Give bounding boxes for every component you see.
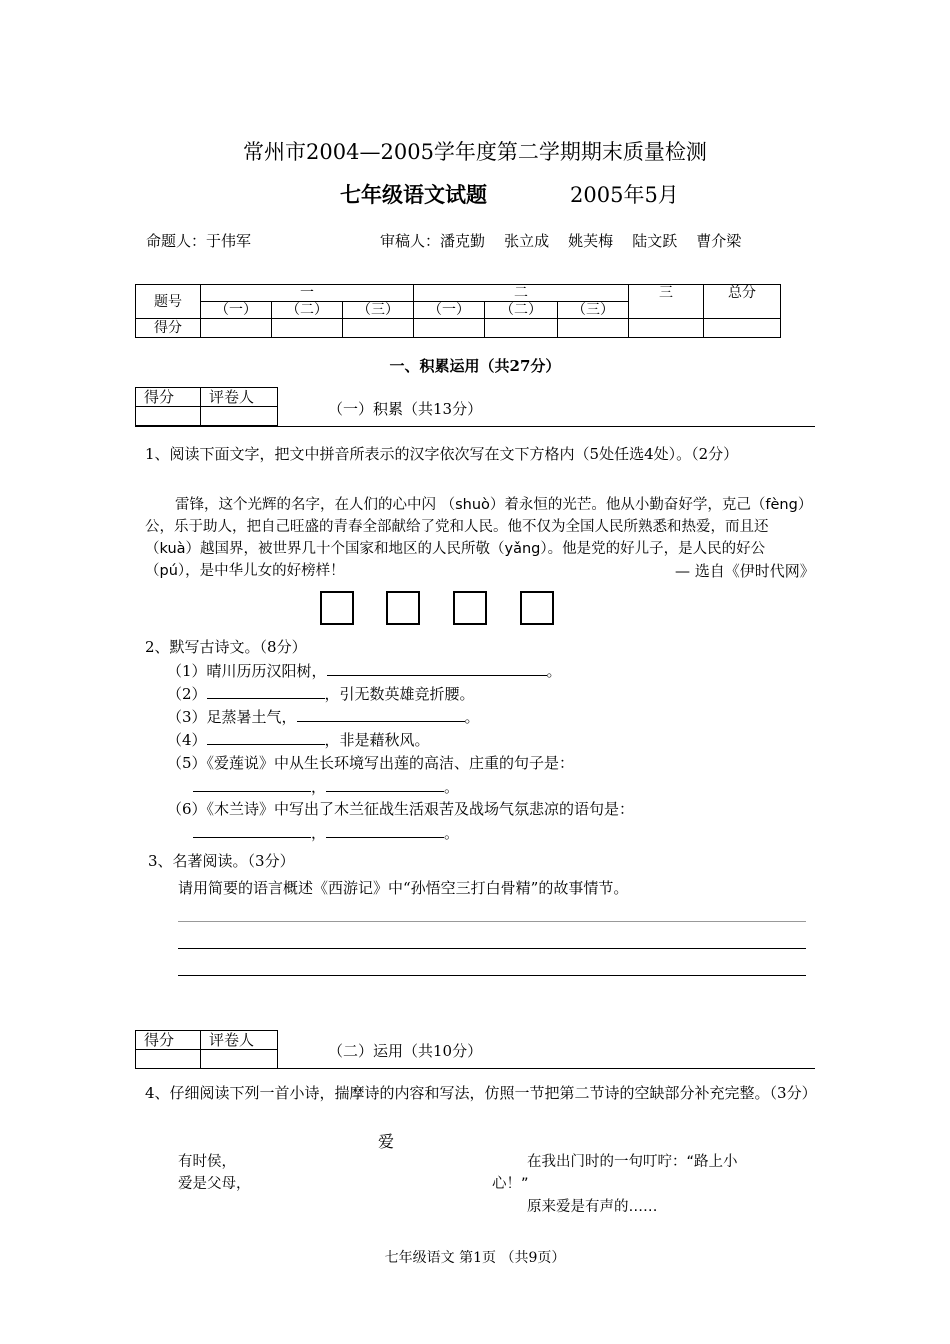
q2-line-2-text: ，引无数英雄竞折腰。 [324,685,475,703]
sub-header: （三） [343,302,414,319]
q2-line-4 [167,729,430,751]
grader-person-label: 评卷人 [201,1031,278,1050]
grader-person-cell[interactable] [201,1050,278,1069]
reviewers: 审稿人：潘克勤 张立成 姚芙梅 陆文跃 曹介梁 [380,232,742,250]
part-one-header: 一 [201,285,414,302]
answer-blank[interactable] [193,823,311,838]
question-3-prompt: 3、名著阅读。（3分） [148,852,295,870]
grader-score-label: 得分 [136,1031,201,1050]
answer-blank[interactable] [207,730,325,745]
question-2-prompt: 2、默写古诗文。（8分） [145,638,307,656]
sub-header: （二） [272,302,343,319]
answer-box[interactable] [386,591,420,625]
author: 命题人：于伟军 [146,232,252,250]
q2-line-2 [167,683,475,705]
q2-line-6-answers [193,822,459,844]
q2-line-1 [167,660,562,682]
poem-title: 爱 [378,1132,395,1151]
part-three-header: 三 [629,285,704,319]
passage-source: — 选自《伊时代网》 [675,562,815,580]
poem-left-line-2: 爱是父母， [178,1176,251,1192]
subsection-two-title: （二）运用（共10分） [328,1042,483,1060]
sub-header: （二） [485,302,558,319]
sub-header: （一） [414,302,485,319]
answer-line[interactable] [178,948,806,949]
score-cell[interactable] [485,319,558,338]
score-cell[interactable] [414,319,485,338]
answer-blank[interactable] [193,777,311,792]
grader-person-cell[interactable] [201,407,278,426]
q2-line-4-prefix: （4） [167,731,207,749]
sub-header: （一） [201,302,272,319]
answer-line[interactable] [178,975,806,976]
period: 。 [444,778,460,796]
subsection-one-title: （一）积累（共13分） [328,400,483,418]
answer-box[interactable] [320,591,354,625]
page-footer: 七年级语文 第1页 （共9页） [384,1250,566,1266]
score-cell[interactable] [272,319,343,338]
grader-box [135,1030,278,1069]
comma: ， [311,824,327,842]
exam-date: 2005年5月 [570,183,679,207]
answer-blank[interactable] [326,823,444,838]
divider [135,1068,815,1069]
answer-blank[interactable] [327,661,547,676]
grader-score-label: 得分 [136,388,201,407]
exam-subtitle: 七年级语文试题 [340,182,487,207]
period: 。 [546,662,562,680]
question-1-prompt: 1、阅读下面文字，把文中拼音所表示的汉字依次写在文下方格内（5处任选4处）。（2分） [145,445,739,463]
total-header: 总分 [704,285,781,319]
q2-line-3 [167,706,480,728]
sub-header: （三） [558,302,629,319]
grader-person-label: 评卷人 [201,388,278,407]
q2-line-5: （5）《爱莲说》中从生长环境写出莲的高洁、庄重的句子是： [167,754,575,772]
label-score: 得分 [136,319,201,338]
poem-right-line-1: 在我出门时的一句叮咛：“路上小 [527,1154,738,1170]
question-3-task: 请用简要的语言概述《西游记》中“孙悟空三打白骨精”的故事情节。 [178,879,629,897]
part-two-header: 二 [414,285,629,302]
score-cell[interactable] [343,319,414,338]
poem-left-line-1: 有时侯， [178,1154,236,1170]
exam-title: 常州市2004—2005学年度第二学期期末质量检测 [243,140,707,164]
comma: ， [311,778,327,796]
answer-line[interactable] [178,921,806,922]
answer-box[interactable] [520,591,554,625]
q2-line-1-text: （1）晴川历历汉阳树， [167,662,327,680]
answer-blank[interactable] [297,707,465,722]
grader-box [135,387,278,426]
score-cell[interactable] [629,319,704,338]
grader-score-cell[interactable] [136,1050,201,1069]
period: 。 [444,824,460,842]
q2-line-3-text: （3）足蒸暑土气， [167,708,297,726]
score-cell[interactable] [704,319,781,338]
q2-line-6: （6）《木兰诗》中写出了木兰征战生活艰苦及战场气氛悲凉的语句是： [167,800,635,818]
score-table [135,284,781,338]
q2-line-4-text: ，非是藉秋风。 [324,731,430,749]
score-cell[interactable] [201,319,272,338]
answer-blank[interactable] [326,777,444,792]
question-4-prompt: 4、仔细阅读下列一首小诗，揣摩诗的内容和写法，仿照一节把第二节诗的空缺部分补充完整。（3分） [145,1084,817,1102]
answer-box[interactable] [453,591,487,625]
poem-right-line-3: 原来爱是有声的…… [527,1199,658,1215]
poem-right-line-2: 心！” [492,1176,529,1192]
section-one-title: 一、积累运用（共27分） [389,357,561,375]
period: 。 [464,708,480,726]
grader-score-cell[interactable] [136,407,201,426]
score-cell[interactable] [558,319,629,338]
divider [135,426,815,427]
q2-line-5-answers [193,776,459,798]
label-question-number: 题号 [136,285,201,319]
answer-blank[interactable] [207,684,325,699]
q2-line-2-prefix: （2） [167,685,207,703]
question-1-passage: 雷锋，这个光辉的名字，在人们的心中闪 （shuò）着永恒的光芒。他从小勤奋好学，克己（fèng）公，乐于助人，把自己旺盛的青春全部献给了党和人民。他不仅为全国人民所熟悉和热爱，而且还（kuà）越国界，被世界几十个国家和地区的人民所敬（yǎng）。他是党的好儿子，是人民的好公（pú），是中华儿女的好榜样！ [145,497,806,579]
